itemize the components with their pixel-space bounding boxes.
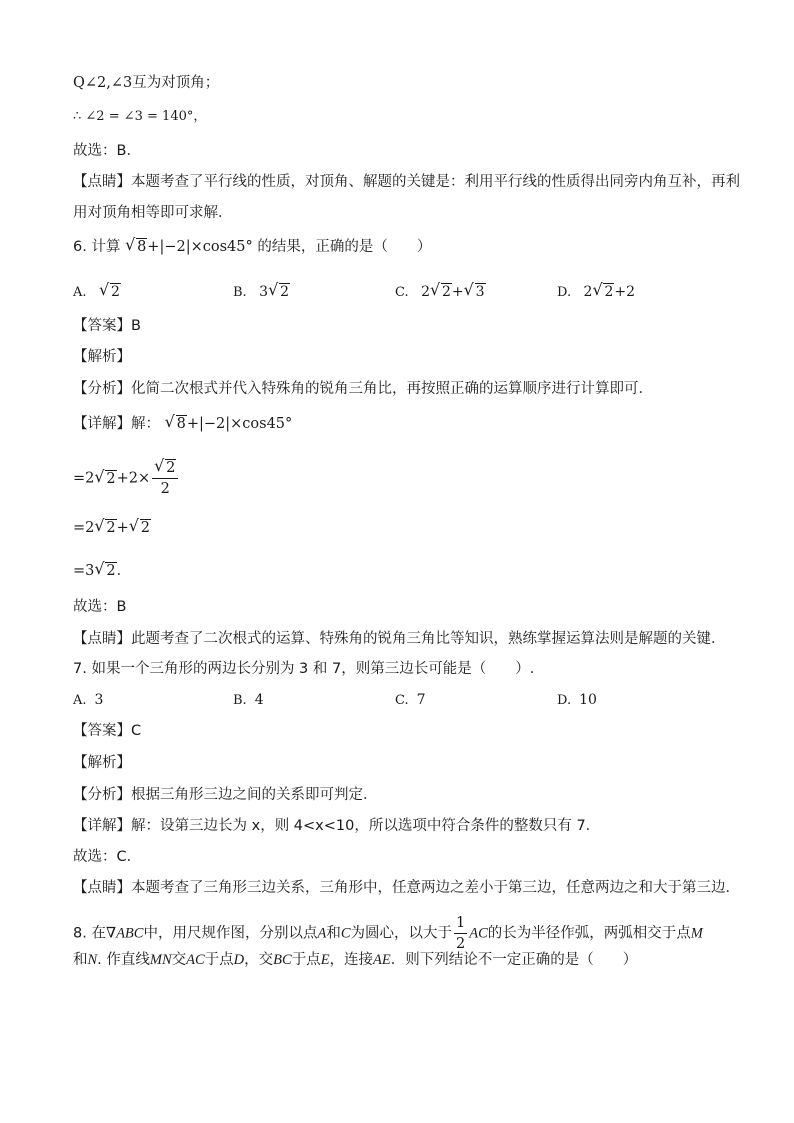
option-c — [395, 690, 426, 711]
math-triangle: ∇ABC — [105, 925, 144, 942]
option-d — [557, 690, 597, 711]
detail-line: 【详解】解： √ 8+|−2|×cos45° — [73, 412, 293, 432]
option-a: A. √ 2 — [73, 280, 120, 300]
option-letter: B. — [233, 693, 247, 708]
option-b: B. 3 √ 2 — [233, 280, 289, 300]
option-letter: C. — [395, 693, 409, 708]
analysis-line: 【分析】化简二次根式并代入特殊角的锐角三角比，再按照正确的运算顺序进行计算即可． — [73, 381, 653, 397]
solution-step-3: =3 √ 2． — [73, 559, 132, 579]
choose-line: 故选：B — [73, 599, 127, 615]
analysis-line: 【分析】根据三角形三边之间的关系即可判定． — [73, 787, 378, 803]
math-expression: √ 8+|−2|×cos45° — [125, 235, 258, 255]
text-line: Q∠2,∠3互为对顶角； — [73, 75, 220, 91]
option-b — [233, 690, 264, 711]
option-d: D. 2 √ 2+2 — [557, 280, 636, 300]
text-line: ∴ ∠2 = ∠3 = 140°， — [73, 109, 207, 124]
remark-line: 【点睛】此题考查了二次根式的运算、特殊角的锐角三角比等知识，熟练掌握运算法则是解题的关键． — [73, 631, 726, 647]
option-text: 7 — [416, 692, 426, 708]
analysis-heading: 【解析】 — [73, 349, 131, 365]
option-text: 4 — [254, 692, 264, 708]
detail-line: 【详解】解：设第三边长为 x，则 4<x<10，所以选项中符合条件的整数只有 7． — [73, 818, 601, 834]
solution-step-2: =2 √ 2+ √ 2 — [73, 516, 150, 536]
question-7-stem: 7. 如果一个三角形的两边长分别为 3 和 7，则第三边长可能是（ ）. — [73, 661, 535, 677]
option-letter: D. — [557, 693, 572, 708]
option-a — [73, 690, 103, 711]
question-6-stem — [73, 237, 431, 257]
option-letter: A. — [73, 285, 87, 300]
question-8-stem-line-1: 8. 在∇ABC中，用尺规作图，分别以点A和C为圆心，以大于 $\frac{1}{2}$ AC的长为半径作弧，两弧相交于点M — [73, 915, 703, 952]
detail-prefix: 【详解】解： — [73, 416, 160, 432]
solution-step-1: =2 √ 2+2× √ 2 2 — [73, 458, 180, 499]
option-letter: C. — [395, 285, 409, 300]
answer-line: 【答案】B — [73, 318, 141, 334]
option-text: 3 — [94, 692, 104, 708]
remark-line: 用对顶角相等即可求解． — [73, 205, 233, 221]
choose-line: 故选：C． — [73, 849, 142, 865]
remark-line: 【点睛】本题考查了三角形三边关系，三角形中，任意两边之差小于第三边，任意两边之和大于第三边． — [73, 880, 740, 896]
option-text: 10 — [579, 692, 597, 708]
fraction: $\frac{1}{2}$ — [456, 915, 466, 952]
remark-line: 【点睛】本题考查了平行线的性质，对顶角、解题的关键是：利用平行线的性质得出同旁内角互补，再利 — [73, 174, 740, 190]
sqrt-symbol: √ 8 — [125, 235, 147, 255]
question-prefix: 6. 计算 — [73, 239, 121, 255]
option-letter: A. — [73, 693, 87, 708]
answer-line: 【答案】C — [73, 723, 142, 739]
option-c: C. 2 √ 2+ √ 3 — [395, 280, 485, 300]
text-line: 故选：B． — [73, 143, 141, 159]
option-letter: B. — [233, 285, 247, 300]
option-letter: D. — [557, 285, 572, 300]
question-8-stem-line-2: 和N. 作直线MN交AC于点D，交BC于点E，连接AE．则下列结论不一定正确的是（ ） — [73, 952, 638, 968]
question-suffix: 的结果，正确的是（ ） — [257, 239, 432, 255]
analysis-heading: 【解析】 — [73, 755, 131, 771]
